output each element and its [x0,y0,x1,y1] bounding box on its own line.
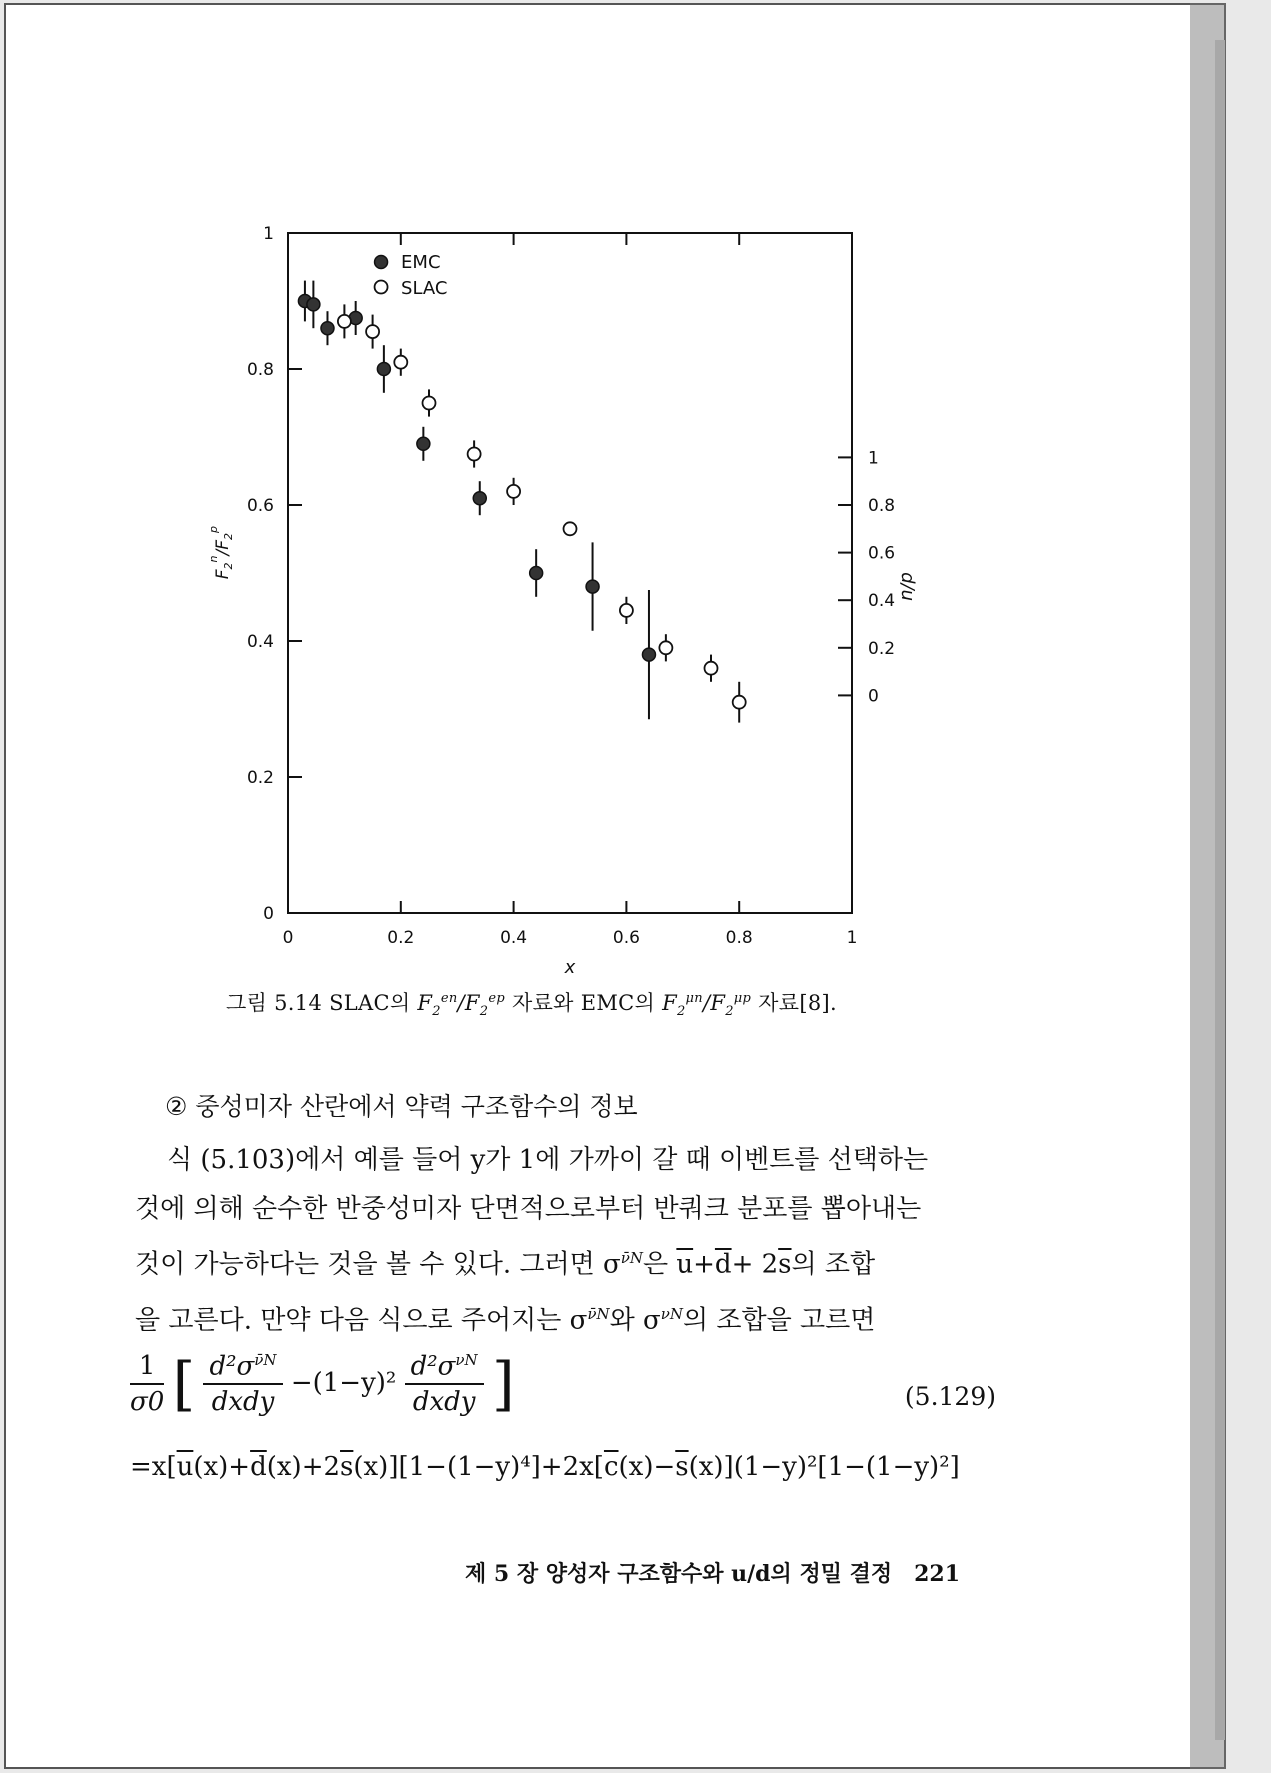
legend-label-slac: SLAC [401,278,448,299]
equation-line-2 [130,1452,960,1482]
equation-line-1 [130,1350,515,1418]
caption-f-a: F [417,991,433,1015]
eq-one: 1 [130,1351,164,1385]
page-footer [465,1557,960,1588]
y-axis-label-part: 2 [222,532,235,540]
caption-mid: 자료와 EMC의 [511,991,656,1015]
caption-sup-a: en [440,991,458,1006]
data-point-slac [733,696,746,709]
eq-sigma0: σ0 [130,1387,165,1417]
data-point-emc [530,567,543,580]
para-line-3-end: 의 조합 [791,1249,876,1280]
caption-lead: 그림 5.14 SLAC의 [226,991,411,1015]
x-tick-label: 0.6 [612,928,640,948]
eq2-f: (x)](1−y)²[1−(1−y)²] [688,1452,960,1482]
para-line-2: 것에 의해 순수한 반중성미자 단면적으로부터 반쿼크 분포를 뽑아내는 [135,1194,922,1224]
eq2-c: (x)+2 [266,1452,341,1482]
y2-tick-label: 0 [868,686,879,707]
y-axis-label [207,526,235,579]
y-axis-label-part: /F [213,539,233,556]
caption-sup-a2: ep [488,991,505,1006]
para-line-4 [135,1290,1003,1346]
data-point-emc [586,580,599,593]
caption-slash-b: /F [702,991,726,1015]
section-heading: ② 중성미자 산란에서 약력 구조함수의 정보 [165,1092,638,1121]
data-point-slac [423,397,436,410]
y-tick-label: 0.4 [246,632,274,652]
data-point-slac [338,315,351,328]
data-point-slac [366,325,379,338]
y2-tick-label: 0.2 [868,638,896,659]
x-tick-label: 0.4 [500,928,528,948]
footer-chapter: 제 5 장 양성자 구조함수와 u/d의 정밀 결정 [465,1561,893,1587]
eq-num-2-text: d²σ [410,1351,456,1382]
page-number: 221 [914,1561,961,1587]
para-d-bar: $\overline{d}$ [714,1249,732,1280]
page-edge-shadow [1215,40,1225,1740]
eq2-s2: $\overline{s}$ [675,1452,689,1482]
eq-num-2-sup: νN [455,1350,478,1369]
para-line-4-sup2: νN [660,1304,683,1323]
eq2-s: $\overline{s}$ [340,1452,354,1482]
caption-sup-b: μn [685,991,703,1006]
data-point-emc [642,648,655,661]
eq-frac-1 [203,1351,282,1418]
eq-num-1-text: d²σ [209,1351,255,1382]
para-plus-1: + [693,1249,715,1280]
para-line-3-a: 것이 가능하다는 것을 볼 수 있다. 그러면 σ [135,1249,621,1280]
data-point-slac [507,485,520,498]
y-tick-label: 0.8 [246,360,274,380]
y-tick-label: 0 [263,904,274,924]
ratio-chart [200,200,920,980]
para-line-4-c: 의 조합을 고르면 [682,1305,876,1336]
y-tick-label: 0.6 [246,496,274,516]
legend-marker-emc [375,256,388,269]
caption-f-b: F [662,991,677,1015]
para-line-3 [135,1234,1003,1290]
y-axis-label-part: F [213,569,233,580]
data-point-slac [564,522,577,535]
y-axis-label-part: 2 [222,562,235,570]
body-paragraph [135,1136,1003,1345]
para-line-3-b: 은 [642,1249,669,1280]
y2-tick-label: 0.8 [868,496,896,516]
equation-5-129 [130,1350,1010,1500]
x-tick-label: 0.8 [725,928,753,948]
data-point-slac [620,604,633,617]
eq-num-1-sup: ν̄N [254,1350,277,1369]
para-s-bar: $\overline{s}$ [778,1249,792,1280]
caption-sub-b2: 2 [725,1004,734,1020]
x-axis-label: x [564,957,576,978]
eq2-d: $\overline{d}$ [250,1452,267,1482]
x-tick-label: 1 [846,928,858,948]
eq-left-bracket: [ [172,1350,196,1418]
eq2-e: (x)− [618,1452,676,1482]
eq-num-2 [405,1351,484,1386]
eq2-b: (x)+ [193,1452,251,1482]
y2-axis-label: d/u [897,572,918,602]
y2-tick-label: 1 [868,448,879,469]
y-tick-label: 0.2 [246,768,274,788]
eq2-a: =x[ [130,1452,177,1482]
caption-slash-a: /F [457,991,480,1015]
eq-den-1: dxdy [211,1387,275,1418]
data-point-emc [377,363,390,376]
eq-num-1 [203,1351,282,1386]
caption-tail: 자료[8]. [758,991,837,1015]
eq2-c-bar: $\overline{c}$ [603,1452,619,1482]
x-tick-label: 0 [282,928,294,948]
x-tick-label: 0.2 [387,928,415,948]
eq2-u: $\overline{u}$ [176,1452,194,1482]
y2-tick-label: 0.6 [868,543,896,564]
data-point-emc [417,437,430,450]
para-line-1: 식 (5.103)에서 예를 들어 y가 1에 가까이 갈 때 이벤트를 선택하는 [167,1145,929,1175]
para-line-3-sup: ν̄N [620,1249,643,1267]
eq-frac-2 [405,1351,484,1418]
data-point-emc [321,322,334,335]
caption-sub-a2: 2 [479,1004,489,1020]
equation-number: (5.129) [904,1382,996,1411]
eq-den-2: dxdy [412,1387,476,1418]
legend-marker-slac [375,281,388,294]
y2-tick-label: 0.4 [868,591,896,612]
caption-sub-b: 2 [676,1004,686,1020]
para-plus-2: + 2 [731,1249,779,1280]
eq-right-bracket: ] [491,1350,515,1418]
data-point-slac [394,356,407,369]
data-point-slac [705,662,718,675]
para-u-bar: $\overline{u}$ [676,1249,694,1280]
data-point-slac [659,641,672,654]
caption-sub-a: 2 [432,1004,441,1020]
figure-caption [226,987,986,1019]
legend-label-emc: EMC [401,252,441,273]
eq-frac-one-over-sigma0 [130,1351,164,1417]
y-tick-label: 1 [263,224,274,244]
data-point-slac [468,448,481,461]
eq-middle: −(1−y)² [290,1368,397,1398]
para-line-4-sup1: ν̄N [587,1304,610,1323]
eq2-d2: (x)][1−(1−y)⁴]+2x[ [353,1452,604,1482]
para-line-4-a: 을 고른다. 만약 다음 식으로 주어지는 σ [135,1305,588,1336]
data-point-emc [473,492,486,505]
y-axis-label-part: p [207,525,220,533]
y-axis-label-part: n [207,555,220,563]
caption-sup-b2: μp [733,991,752,1006]
data-point-emc [307,298,320,311]
para-line-4-b: 와 σ [609,1305,661,1336]
